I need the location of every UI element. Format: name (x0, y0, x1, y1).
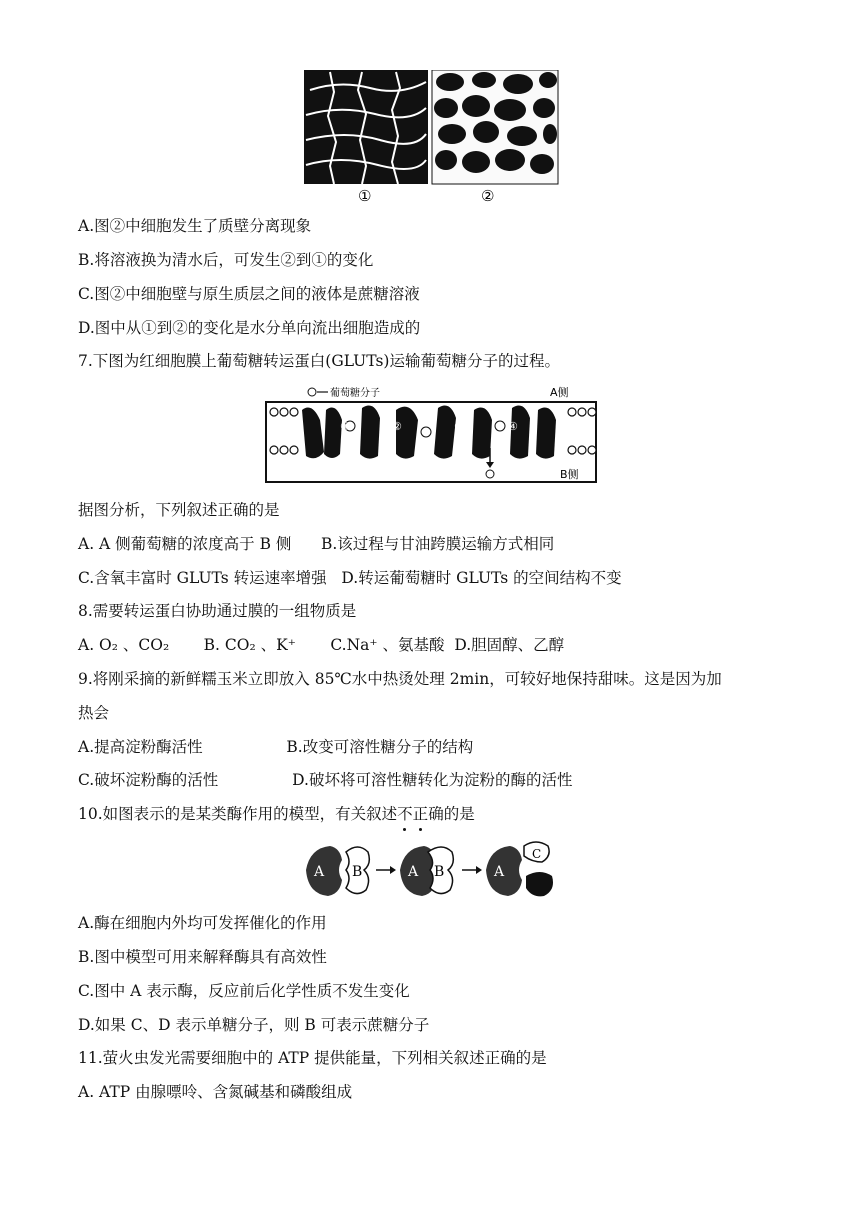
glut-membrane-figure (262, 380, 602, 486)
plasmolysis-figure (300, 70, 562, 205)
q6-option-b: B.将溶液换为清水后，可发生②到①的变化 (78, 251, 374, 269)
q7-lead: 据图分析，下列叙述正确的是 (78, 501, 280, 519)
q6-option-a: A.图②中细胞发生了质壁分离现象 (78, 217, 312, 235)
fig-label-2: ② (481, 187, 495, 205)
q8-options: A. O₂ 、CO₂ B. CO₂ 、K⁺ C.Na⁺ 、氨基酸 D.胆固醇、乙醇 (78, 636, 565, 654)
q11-option-a: A. ATP 由腺嘌呤、含氮碱基和磷酸组成 (78, 1083, 353, 1101)
q10-stem-pre: 10.如图表示的是某类酶作用的模型，有关叙述 (78, 805, 398, 823)
fig-num-2: ② (392, 420, 402, 433)
q6-option-d: D.图中从①到②的变化是水分单向流出细胞造成的 (78, 319, 421, 337)
fig-c: C (532, 847, 542, 861)
fig-num-4: ④ (508, 420, 518, 433)
q10-option-b: B.图中模型可用来解释酶具有高效性 (78, 948, 327, 966)
fig-a-1: A (314, 864, 325, 880)
q10-stem (78, 804, 475, 824)
q8-stem: 8.需要转运蛋白协助通过膜的一组物质是 (78, 602, 357, 620)
q6-option-c: C.图②中细胞壁与原生质层之间的液体是蔗糖溶液 (78, 285, 420, 303)
q9-options-cd: C.破坏淀粉酶的活性 D.破坏将可溶性糖转化为淀粉的酶的活性 (78, 771, 573, 789)
q7-options-cd: C.含氧丰富时 GLUTs 转运速率增强 D.转运葡萄糖时 GLUTs 的空间结构不变 (78, 569, 622, 587)
fig-b-1: B (352, 864, 363, 880)
q10-emphasis-2: 正 (412, 805, 429, 823)
fig-b-2: B (434, 864, 445, 880)
q7-options-ab: A. A 侧葡萄糖的浓度高于 B 侧 B.该过程与甘油跨膜运输方式相同 (78, 535, 555, 553)
fig-num-1: ① (340, 420, 350, 433)
fig-num-3: ③ (454, 420, 464, 433)
q11-stem: 11.萤火虫发光需要细胞中的 ATP 提供能量，下列相关叙述正确的是 (78, 1049, 547, 1067)
q10-option-d: D.如果 C、D 表示单糖分子，则 B 可表示蔗糖分子 (78, 1016, 430, 1034)
side-b-label: B侧 (560, 468, 579, 481)
glucose-label: 葡萄糖分子 (330, 388, 380, 399)
q10-stem-post: 确的是 (428, 805, 475, 823)
q9-stem-line1: 9.将刚采摘的新鲜糯玉米立即放入 85℃水中热烫处理 2min，可较好地保持甜味。这是因为加 (78, 670, 722, 688)
fig-a-3: A (494, 864, 505, 880)
q9-stem-line2: 热会 (78, 704, 110, 722)
fig-label-1: ① (358, 187, 372, 205)
q9-options-ab: A.提高淀粉酶活性 B.改变可溶性糖分子的结构 (78, 738, 474, 756)
enzyme-model-figure (300, 838, 560, 902)
q10-option-c: C.图中 A 表示酶，反应前后化学性质不发生变化 (78, 982, 410, 1000)
q7-stem: 7.下图为红细胞膜上葡萄糖转运蛋白(GLUTs)运输葡萄糖分子的过程。 (78, 352, 560, 370)
fig-a-2: A (408, 864, 419, 880)
q10-emphasis-1: 不 (397, 805, 413, 823)
q10-option-a: A.酶在细胞内外均可发挥催化的作用 (78, 914, 327, 932)
side-a-label: A侧 (550, 386, 569, 399)
